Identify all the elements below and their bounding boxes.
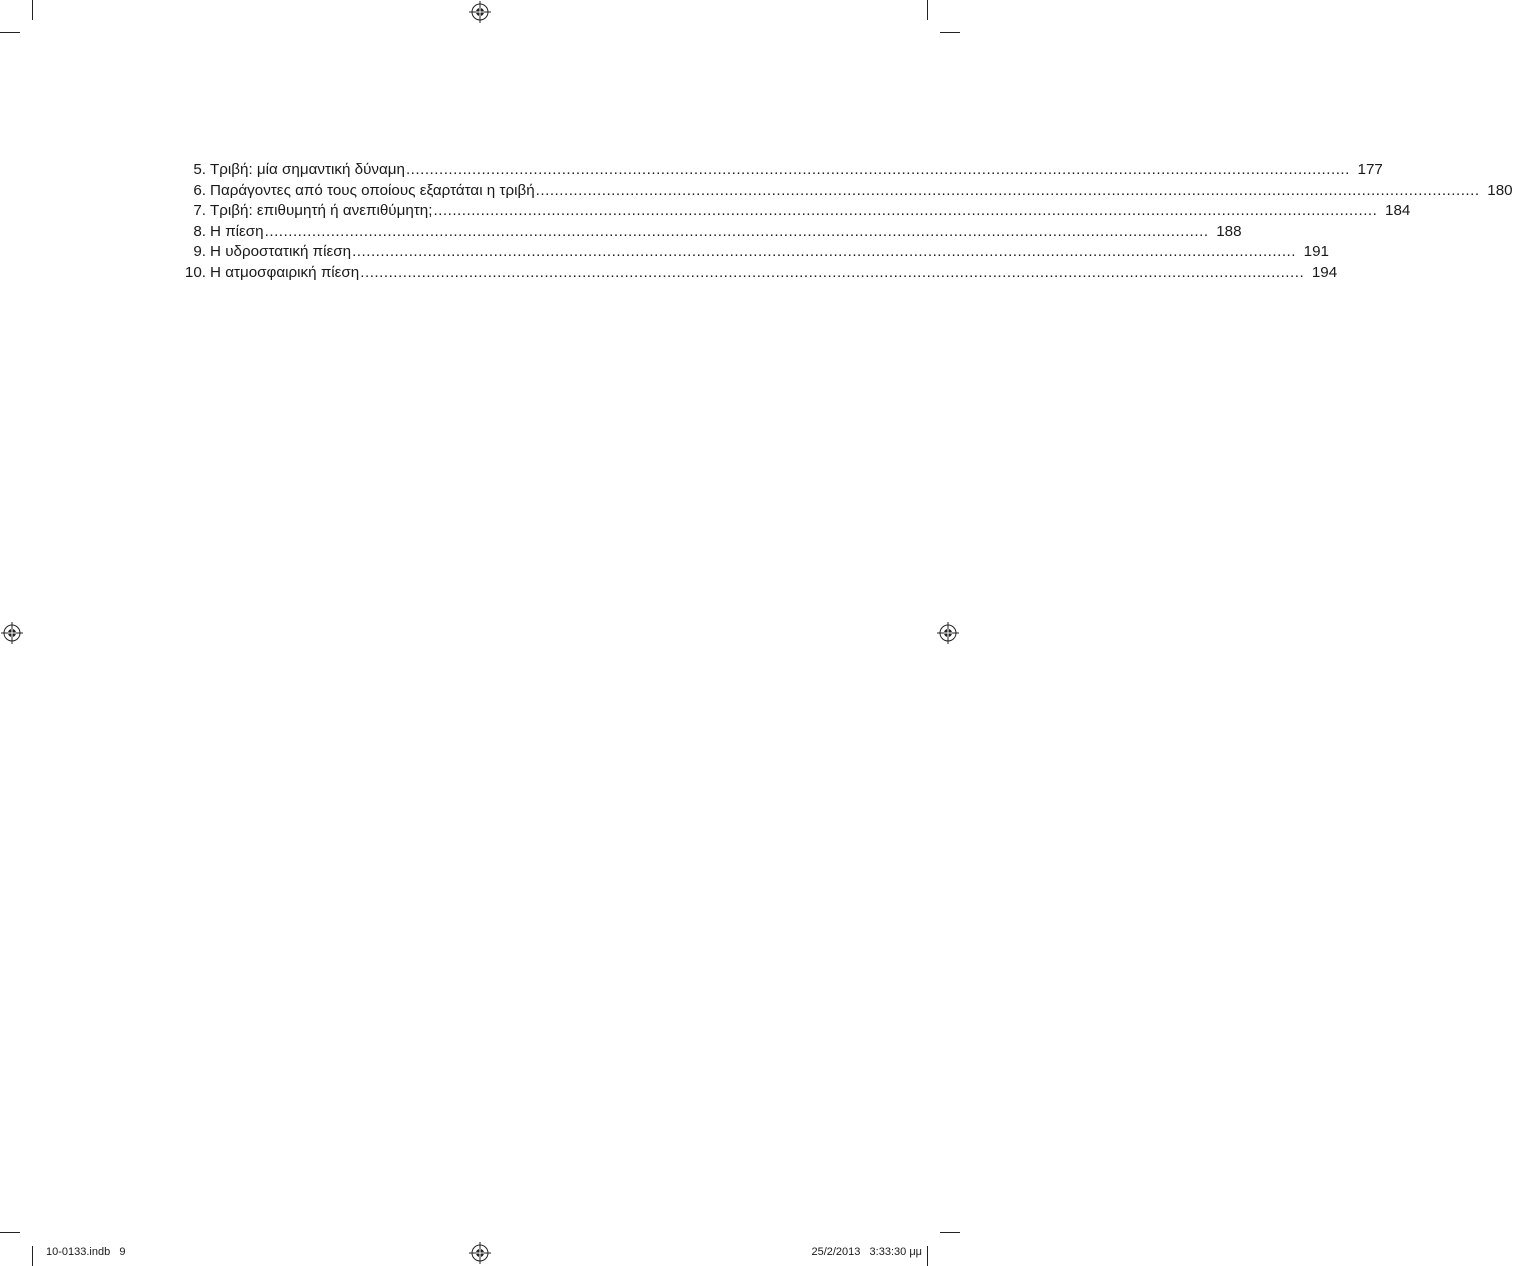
toc-entry-number: 5. — [193, 161, 206, 178]
toc-entry-page: 194 — [1311, 263, 1338, 281]
registration-mark-left-icon — [1, 622, 23, 644]
toc-entry-title: Τριβή: επιθυμητή ή ανεπιθύμητη; — [210, 202, 433, 220]
toc-entry — [176, 242, 1329, 263]
toc-entry-title: Η υδροστατική πίεση — [210, 243, 352, 261]
crop-mark-top-right — [927, 0, 928, 20]
toc-leader-dots: ........................................................................................................................................................................................................ — [535, 181, 1480, 199]
toc-entry-number: 6. — [193, 181, 206, 199]
toc-entry-number: 10. — [184, 263, 206, 281]
crop-mark-bottom-right-h — [940, 1232, 960, 1233]
toc-entry-title: Η πίεση — [210, 222, 264, 240]
toc-leader-dots: ........................................................................................................................................................................................................ — [352, 243, 1296, 261]
crop-mark-top-right-h — [940, 32, 960, 33]
crop-mark-top-left — [32, 0, 33, 20]
registration-mark-top-icon — [469, 1, 491, 23]
toc-entry — [176, 160, 1383, 181]
toc-entry-number: 8. — [193, 222, 206, 240]
toc-entry-title: Τριβή: μία σημαντική δύναμη — [210, 161, 405, 178]
table-of-contents — [176, 160, 1513, 284]
toc-entry-page: 191 — [1303, 243, 1329, 261]
registration-mark-right-icon — [937, 622, 959, 644]
toc-entry-page: 177 — [1357, 161, 1383, 178]
toc-entry — [176, 181, 1513, 202]
slug-timestamp: 25/2/2013 3:33:30 μμ — [811, 1246, 922, 1258]
toc-entry-number: 7. — [193, 202, 206, 220]
toc-leader-dots: ........................................................................................................................................................................................................ — [360, 263, 1305, 281]
slug-file-name: 10-0133.indb 9 — [46, 1246, 126, 1258]
crop-mark-bottom-right — [927, 1246, 928, 1266]
toc-entry-title: Παράγοντες από τους οποίους εξαρτάται η τριβή — [210, 181, 535, 199]
crop-mark-top-left-h — [0, 32, 20, 33]
toc-entry-title: Η ατμοσφαιρική πίεση — [210, 263, 360, 281]
toc-entry — [176, 201, 1411, 222]
registration-mark-bottom-icon — [469, 1242, 491, 1264]
toc-entry — [176, 263, 1338, 284]
toc-leader-dots: ........................................................................................................................................................................................................ — [264, 222, 1209, 240]
toc-entry-number: 9. — [193, 243, 206, 261]
toc-entry-page: 180 — [1487, 181, 1513, 199]
crop-mark-bottom-left-h — [0, 1232, 20, 1233]
toc-leader-dots: ........................................................................................................................................................................................................ — [405, 161, 1350, 178]
toc-entry — [176, 222, 1242, 243]
toc-entry-page: 188 — [1216, 222, 1242, 240]
crop-mark-bottom-left — [32, 1246, 33, 1266]
toc-leader-dots: ........................................................................................................................................................................................................ — [433, 202, 1378, 220]
toc-entry-page: 184 — [1385, 202, 1411, 220]
